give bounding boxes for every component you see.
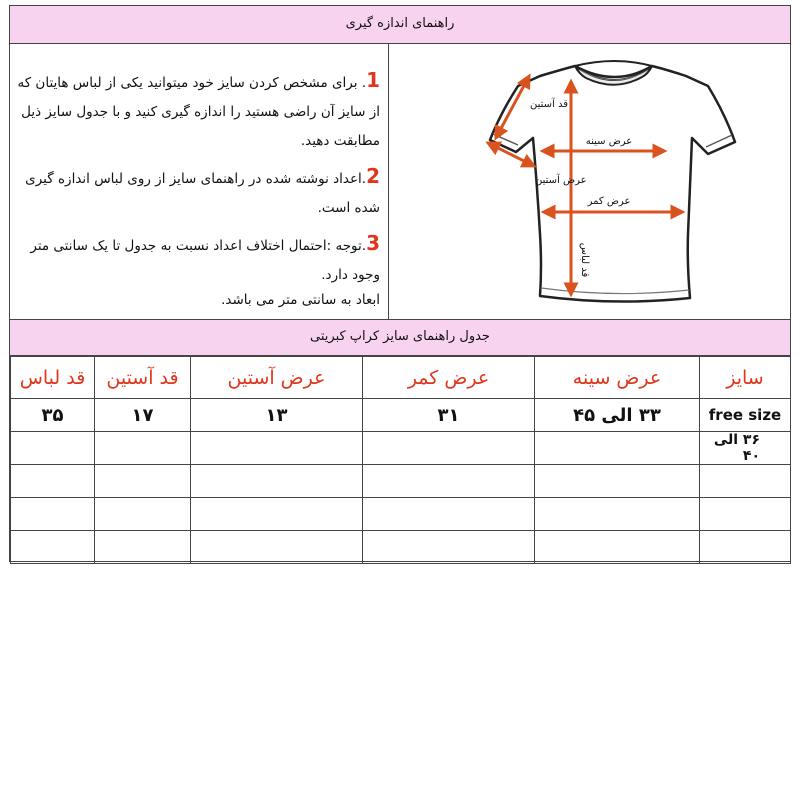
header-chest: عرض سینه	[535, 357, 700, 399]
tshirt-diagram	[390, 44, 790, 320]
instruction-1	[16, 66, 380, 156]
size-guide-frame	[9, 5, 791, 562]
table-row	[11, 399, 791, 432]
instruction-1-text: . برای مشخص کردن سایز خود میتوانید یکی از لباس هایتان که از سایز آن راضی هستید را اندازه گیری کنید و با جدول سایز ذیل مطابقت دهید.	[17, 75, 380, 149]
instruction-2-number: 2	[366, 164, 380, 188]
measurement-guide	[10, 44, 790, 320]
units-note: ابعاد به سانتی متر می باشد.	[221, 292, 380, 308]
header-length: قد لباس	[11, 357, 95, 399]
instruction-3-number: 3	[366, 231, 380, 255]
header-sleeve-width: عرض آستین	[191, 357, 363, 399]
table-row	[11, 498, 791, 531]
cell-size: free size	[700, 399, 791, 432]
cell-sleeve-width: ۱۳	[191, 399, 363, 432]
header-sleeve-length: قد آستین	[95, 357, 191, 399]
header-waist: عرض کمر	[363, 357, 535, 399]
guide-divider	[388, 44, 389, 320]
table-row	[11, 432, 791, 465]
label-sleeve-length: قد آستین	[530, 99, 569, 110]
instruction-2	[16, 162, 380, 223]
instruction-3-text: .توجه :احتمال اختلاف اعداد نسبت به جدول تا یک سانتی متر وجود دارد.	[30, 238, 380, 283]
label-chest-width: عرض سینه	[585, 136, 633, 147]
table-title: جدول راهنمای سایز کراپ کبریتی	[10, 320, 790, 356]
label-waist-width: عرض کمر	[587, 196, 631, 207]
cell-length: ۳۵	[11, 399, 95, 432]
cell-chest: ۳۳ الی ۴۵	[535, 399, 700, 432]
instruction-2-text: .اعداد نوشته شده در راهنمای سایز از روی لباس اندازه گیری شده است.	[25, 171, 380, 216]
table-header-row	[11, 357, 791, 399]
guide-title: راهنمای اندازه گیری	[10, 6, 790, 44]
table-row	[11, 531, 791, 564]
header-size: سایز	[700, 357, 791, 399]
label-garment-length: قد لباس	[579, 242, 590, 278]
tshirt-illustration	[390, 44, 790, 320]
cell-sleeve-length: ۱۷	[95, 399, 191, 432]
cell-waist: ۳۱	[363, 399, 535, 432]
size-table	[10, 356, 791, 564]
instruction-3	[16, 229, 380, 290]
guide-instructions	[16, 66, 380, 321]
label-sleeve-width: عرض آستین	[535, 175, 587, 186]
table-row	[11, 465, 791, 498]
size-range-note: ۳۶ الی ۴۰	[713, 432, 760, 464]
instruction-1-number: 1	[366, 68, 380, 92]
